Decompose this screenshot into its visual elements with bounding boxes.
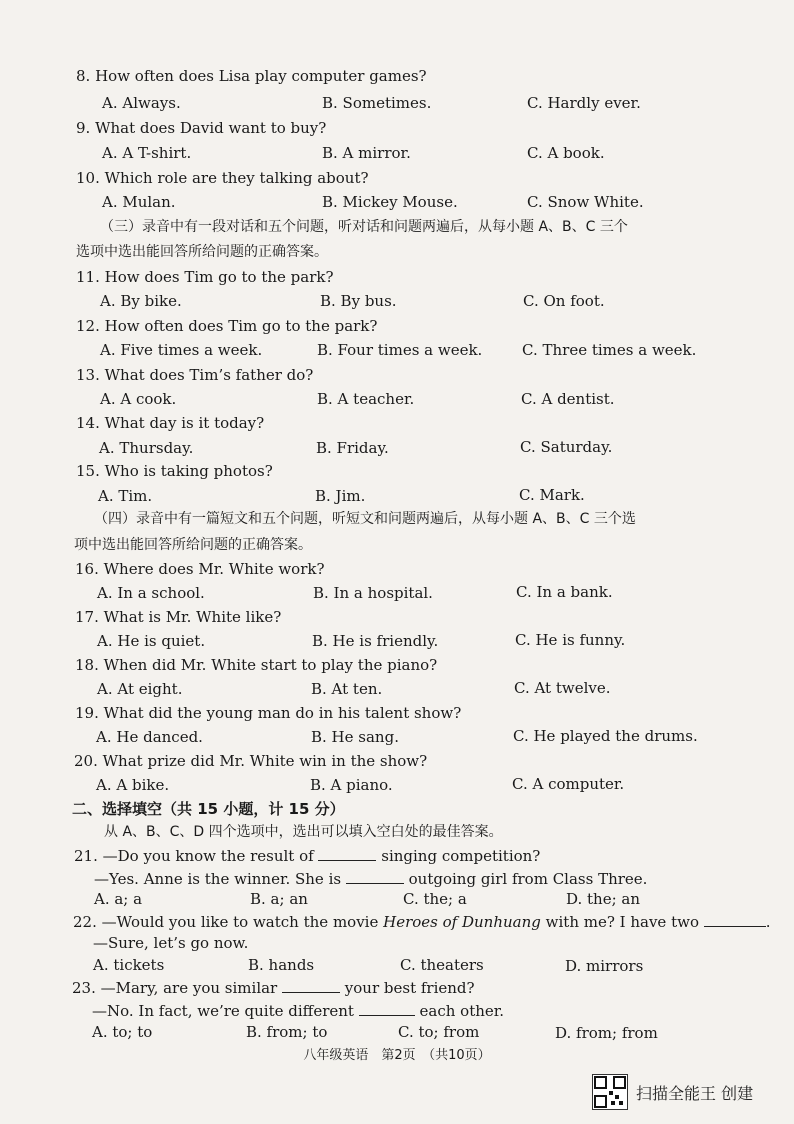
option-a: A. At eight.	[97, 680, 183, 698]
option-a: A. to; to	[92, 1023, 153, 1041]
option-b: B. By bus.	[320, 292, 397, 310]
qr-code-icon	[592, 1074, 628, 1110]
answer-blank	[282, 978, 340, 993]
question-13: 13. What does Tim’s father do?	[76, 366, 314, 384]
section-3-instruction: （三）录音中有一段对话和五个问题，听对话和问题两遍后，从每小题 A、B、C 三个	[100, 219, 628, 235]
option-a: A. Mulan.	[102, 193, 176, 211]
option-a: A. A cook.	[100, 390, 177, 408]
answer-blank	[359, 1001, 415, 1016]
question-11: 11. How does Tim go to the park?	[76, 268, 334, 286]
option-d: D. the; an	[566, 890, 641, 908]
option-c: C. A computer.	[512, 775, 625, 793]
option-a: A. a; a	[94, 890, 143, 908]
movie-title: Heroes of Dunhuang	[383, 913, 541, 931]
question-21-reply-cont: outgoing girl from Class Three.	[408, 870, 648, 888]
question-12: 12. How often does Tim go to the park?	[76, 317, 378, 335]
option-d: D. from; from	[555, 1024, 658, 1042]
option-c: C. the; a	[403, 890, 467, 908]
part-2-instruction: 从 A、B、C、D 四个选项中，选出可以填入空白处的最佳答案。	[104, 824, 503, 840]
option-b: B. A piano.	[310, 776, 393, 794]
option-a: A. Always.	[102, 94, 181, 112]
option-a: A. Five times a week.	[100, 341, 263, 359]
question-23-text-cont: your best friend?	[344, 979, 475, 997]
question-16: 16. Where does Mr. White work?	[75, 560, 325, 578]
option-c: C. Snow White.	[527, 193, 644, 211]
option-b: B. hands	[248, 956, 315, 974]
option-c: C. Three times a week.	[522, 341, 697, 359]
question-18: 18. When did Mr. White start to play the piano?	[75, 656, 438, 674]
question-17: 17. What is Mr. White like?	[75, 608, 282, 626]
option-b: B. At ten.	[311, 680, 383, 698]
page-footer: 八年级英语 第2页 （共10页）	[303, 1048, 491, 1063]
scanner-label: 扫描全能王 创建	[636, 1083, 754, 1103]
option-a: A. In a school.	[97, 584, 205, 602]
option-b: B. Jim.	[315, 487, 366, 505]
question-15: 15. Who is taking photos?	[76, 462, 273, 480]
option-a: A. He is quiet.	[97, 632, 206, 650]
question-23-text: 23. —Mary, are you similar	[72, 979, 278, 997]
option-a: A. tickets	[93, 956, 165, 974]
option-c: C. On foot.	[523, 292, 605, 310]
option-c: C. Saturday.	[520, 438, 613, 456]
option-c: C. In a bank.	[516, 583, 613, 601]
question-20: 20. What prize did Mr. White win in the show?	[74, 752, 428, 770]
option-a: A. Thursday.	[99, 439, 194, 457]
section-4-instruction: （四）录音中有一篇短文和五个问题，听短文和问题两遍后，从每小题 A、B、C 三个选	[94, 511, 636, 527]
option-b: B. A teacher.	[317, 390, 415, 408]
question-22-text: 22. —Would you like to watch the movie	[73, 913, 379, 931]
option-c: C. He played the drums.	[513, 727, 698, 745]
question-9: 9. What does David want to buy?	[76, 119, 327, 137]
question-23	[72, 978, 475, 997]
option-b: B. He is friendly.	[312, 632, 439, 650]
question-22-text-cont: with me? I have two	[545, 913, 699, 931]
question-22-reply: —Sure, let’s go now.	[93, 934, 249, 952]
question-23-reply-cont: each other.	[419, 1002, 505, 1020]
option-d: D. mirrors	[565, 957, 644, 975]
question-21-reply	[94, 869, 647, 888]
section-3-instruction-cont: 选项中选出能回答所给问题的正确答案。	[76, 244, 328, 260]
option-c: C. At twelve.	[514, 679, 611, 697]
question-22: 22. —Would you like to watch the movie Heroes of Dunhuang with me? I have two .	[73, 913, 771, 931]
option-a: A. Tim.	[98, 487, 153, 505]
option-a: A. He danced.	[96, 728, 203, 746]
part-2-heading: 二、选择填空（共 15 小题，计 15 分）	[72, 800, 345, 818]
option-b: B. In a hospital.	[313, 584, 433, 602]
option-c: C. theaters	[400, 956, 484, 974]
option-b: B. He sang.	[311, 728, 399, 746]
section-4-instruction-cont: 项中选出能回答所给问题的正确答案。	[74, 537, 312, 553]
option-c: C. A book.	[527, 144, 605, 162]
option-c: C. A dentist.	[521, 390, 615, 408]
option-a: A. A T-shirt.	[102, 144, 192, 162]
option-c: C. Hardly ever.	[527, 94, 641, 112]
question-21-text-cont: singing competition?	[381, 847, 541, 865]
answer-blank	[346, 869, 404, 884]
question-21-reply-text: —Yes. Anne is the winner. She is	[94, 870, 342, 888]
option-b: B. a; an	[250, 890, 308, 908]
option-b: B. Sometimes.	[322, 94, 432, 112]
question-19: 19. What did the young man do in his talent show?	[75, 704, 462, 722]
question-21-text: 21. —Do you know the result of	[74, 847, 314, 865]
option-c: C. Mark.	[519, 486, 585, 504]
option-a: A. A bike.	[96, 776, 170, 794]
option-b: B. Mickey Mouse.	[322, 193, 458, 211]
option-a: A. By bike.	[100, 292, 182, 310]
option-c: C. to; from	[398, 1023, 480, 1041]
answer-blank	[704, 912, 766, 927]
scanner-watermark	[592, 1074, 753, 1110]
option-b: B. from; to	[246, 1023, 328, 1041]
question-23-reply-text: —No. In fact, we’re quite different	[92, 1002, 354, 1020]
option-c: C. He is funny.	[515, 631, 626, 649]
option-b: B. Four times a week.	[317, 341, 483, 359]
option-b: B. Friday.	[316, 439, 389, 457]
question-23-reply	[92, 1001, 504, 1020]
question-8: 8. How often does Lisa play computer games?	[76, 67, 427, 85]
question-10: 10. Which role are they talking about?	[76, 169, 369, 187]
question-14: 14. What day is it today?	[76, 414, 265, 432]
answer-blank	[318, 846, 376, 861]
question-21	[74, 846, 540, 865]
option-b: B. A mirror.	[322, 144, 411, 162]
